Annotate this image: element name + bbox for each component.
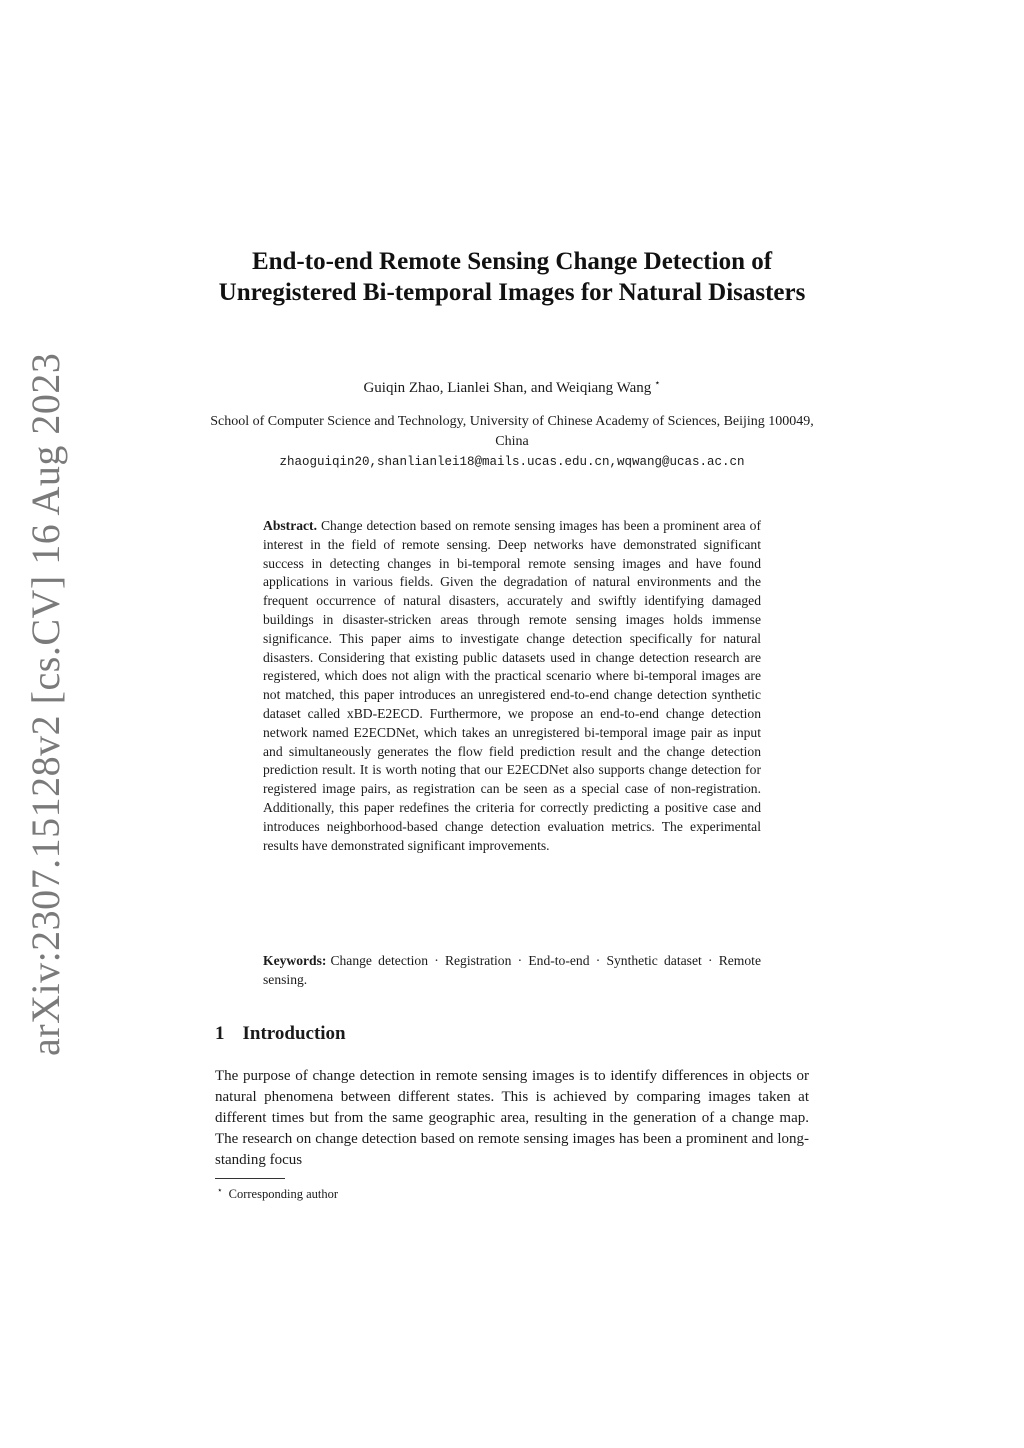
section-title: Introduction (242, 1023, 346, 1044)
footnote-divider (215, 1178, 285, 1179)
keywords-text: Change detection · Registration · End-to-end · Synthetic dataset · Remote sensing. (263, 953, 761, 987)
author-emails: zhaoguiqin20,shanlianlei18@mails.ucas.edu.cn,wqwang@ucas.ac.cn (279, 455, 745, 469)
author-list (200, 374, 824, 398)
footnote-text: Corresponding author (228, 1187, 338, 1202)
footnote (217, 1181, 338, 1203)
paper-title: End-to-end Remote Sensing Change Detection of Unregistered Bi-temporal Images for Natural Disasters (218, 248, 806, 306)
section-heading (215, 1022, 346, 1046)
corresponding-author-marker: ⋆ (654, 378, 661, 389)
affiliation: School of Computer Science and Technology, University of Chinese Academy of Sciences, Beijing 100049, China (210, 414, 814, 449)
section-number: 1 (215, 1023, 225, 1044)
abstract-text: Change detection based on remote sensing images has been a prominent area of interest in the field of remote sensing. Deep networks have demonstrated significant success in detecting changes in bi-temporal remote sensing images and have found applications in various fields. Given the degradation of natural environments and the frequent occurrence of natural disasters, accurately and swiftly identifying damaged buildings in disaster-stricken areas through remote sensing images holds immense significance. This paper aims to investigate change detection specifically for natural disasters. Considering that existing public datasets used in change detection research are registered, which does not align with the practical scenario where bi-temporal images are not matched, this paper introduces an unregistered end-to-end change detection synthetic dataset called xBD-E2ECD. Furthermore, we propose an end-to-end change detection network named E2ECDNet, which takes an unregistered bi-temporal image pair as input and simultaneously generates the flow field prediction result and the change detection prediction result. It is worth noting that our E2ECDNet also supports change detection for registered image pairs, as registration can be seen as a special case of non-registration. Additionally, this paper redefines the criteria for correctly predicting a positive case and introduces neighborhood-based change detection evaluation metrics. The experimental results have demonstrated significant improvements. (263, 518, 761, 853)
introduction-paragraph: The purpose of change detection in remote sensing images is to identify differences in objects or natural phenomena between different states. This is achieved by comparing images taken at different times but from the same geographic area, resulting in the generation of a change map. The research on change detection based on remote sensing images has been a prominent and long-standing focus (215, 1068, 809, 1168)
keywords-heading: Keywords: (263, 953, 327, 968)
keywords (263, 951, 761, 989)
abstract (263, 517, 761, 855)
footnote-marker: ⋆ (217, 1185, 223, 1195)
abstract-heading: Abstract. (263, 518, 317, 533)
arxiv-identifier: arXiv:2307.15128v2 [cs.CV] 16 Aug 2023 (23, 352, 68, 1056)
author-names: Guiqin Zhao, Lianlei Shan, and Weiqiang Wang (363, 380, 652, 396)
